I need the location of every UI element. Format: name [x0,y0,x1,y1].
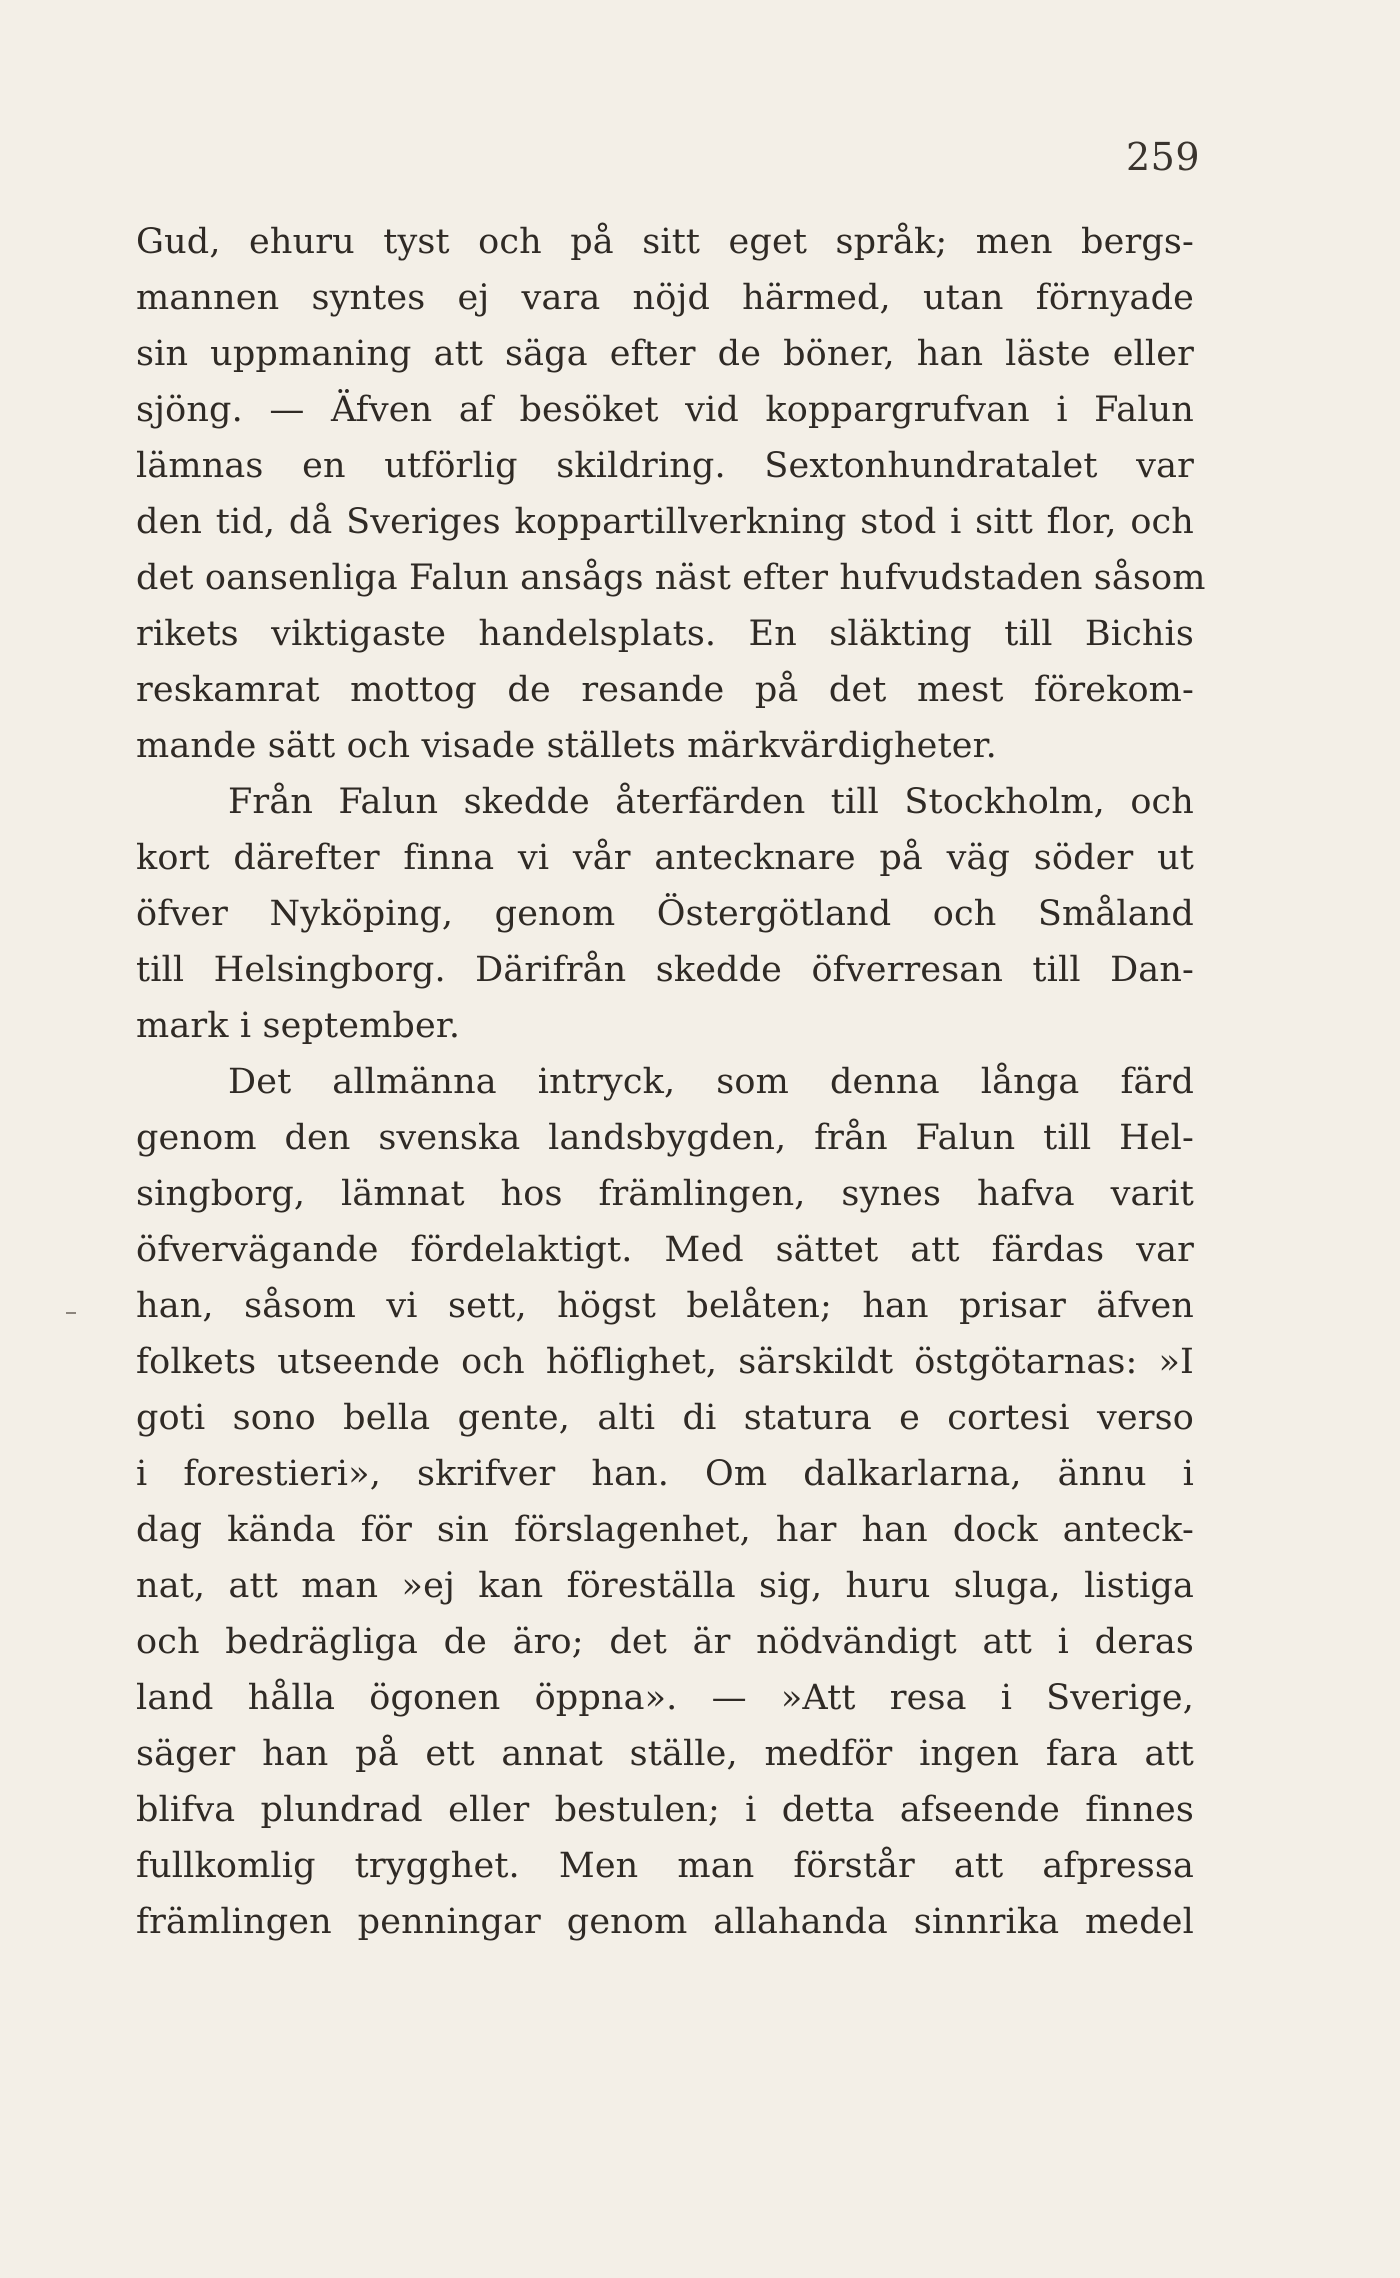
text-line: i forestieri», skrifver han. Om dalkarlarna, ännu i [136,1454,1194,1494]
text-line: främlingen penningar genom allahanda sinnrika medel [136,1902,1194,1942]
text-line: blifva plundrad eller bestulen; i detta afseende finnes [136,1790,1194,1830]
text-line: dag kända för sin förslagenhet, har han dock anteck- [136,1510,1194,1550]
text-line: säger han på ett annat ställe, medför ingen fara att [136,1734,1194,1774]
text-line: kort därefter finna vi vår antecknare på väg söder ut [136,838,1194,878]
text-line: sjöng. — Äfven af besöket vid koppargrufvan i Falun [136,390,1194,430]
text-line: singborg, lämnat hos främlingen, synes hafva varit [136,1174,1194,1214]
text-line: rikets viktigaste handelsplats. En släkting till Bichis [136,614,1194,654]
text-line: till Helsingborg. Därifrån skedde öfverresan till Dan- [136,950,1194,990]
text-line: mannen syntes ej vara nöjd härmed, utan förnyade [136,278,1194,318]
text-line: Gud, ehuru tyst och på sitt eget språk; men bergs- [136,222,1194,262]
text-line: folkets utseende och höflighet, särskildt östgötarnas: »I [136,1342,1194,1382]
text-line: nat, att man »ej kan föreställa sig, huru sluga, listiga [136,1566,1194,1606]
text-line: land hålla ögonen öppna». — »Att resa i Sverige, [136,1678,1194,1718]
text-line: mark i september. [136,1006,461,1046]
text-line: mande sätt och visade ställets märkvärdigheter. [136,726,997,766]
margin-mark [66,1312,76,1314]
text-line: goti sono bella gente, alti di statura e cortesi verso [136,1398,1194,1438]
text-line: öfvervägande fördelaktigt. Med sättet att färdas var [136,1230,1194,1270]
text-line: Det allmänna intryck, som denna långa färd [228,1062,1194,1102]
text-line: lämnas en utförlig skildring. Sextonhundratalet var [136,446,1194,486]
text-line: fullkomlig trygghet. Men man förstår att afpressa [136,1846,1194,1886]
text-line: reskamrat mottog de resande på det mest förekom- [136,670,1194,710]
text-line: genom den svenska landsbygden, från Falun till Hel- [136,1118,1194,1158]
body-text [136,214,1206,1950]
page-number: 259 [1125,135,1200,179]
text-line: öfver Nyköping, genom Östergötland och Småland [136,894,1194,934]
text-line: och bedrägliga de äro; det är nödvändigt att i deras [136,1622,1194,1662]
text-line: den tid, då Sveriges koppartillverkning stod i sitt flor, och [136,502,1194,542]
text-line: det oansenliga Falun ansågs näst efter hufvudstaden såsom [136,558,1206,598]
text-line: Från Falun skedde återfärden till Stockholm, och [228,782,1194,822]
text-line: han, såsom vi sett, högst belåten; han prisar äfven [136,1286,1194,1326]
text-line: sin uppmaning att säga efter de böner, han läste eller [136,334,1194,374]
